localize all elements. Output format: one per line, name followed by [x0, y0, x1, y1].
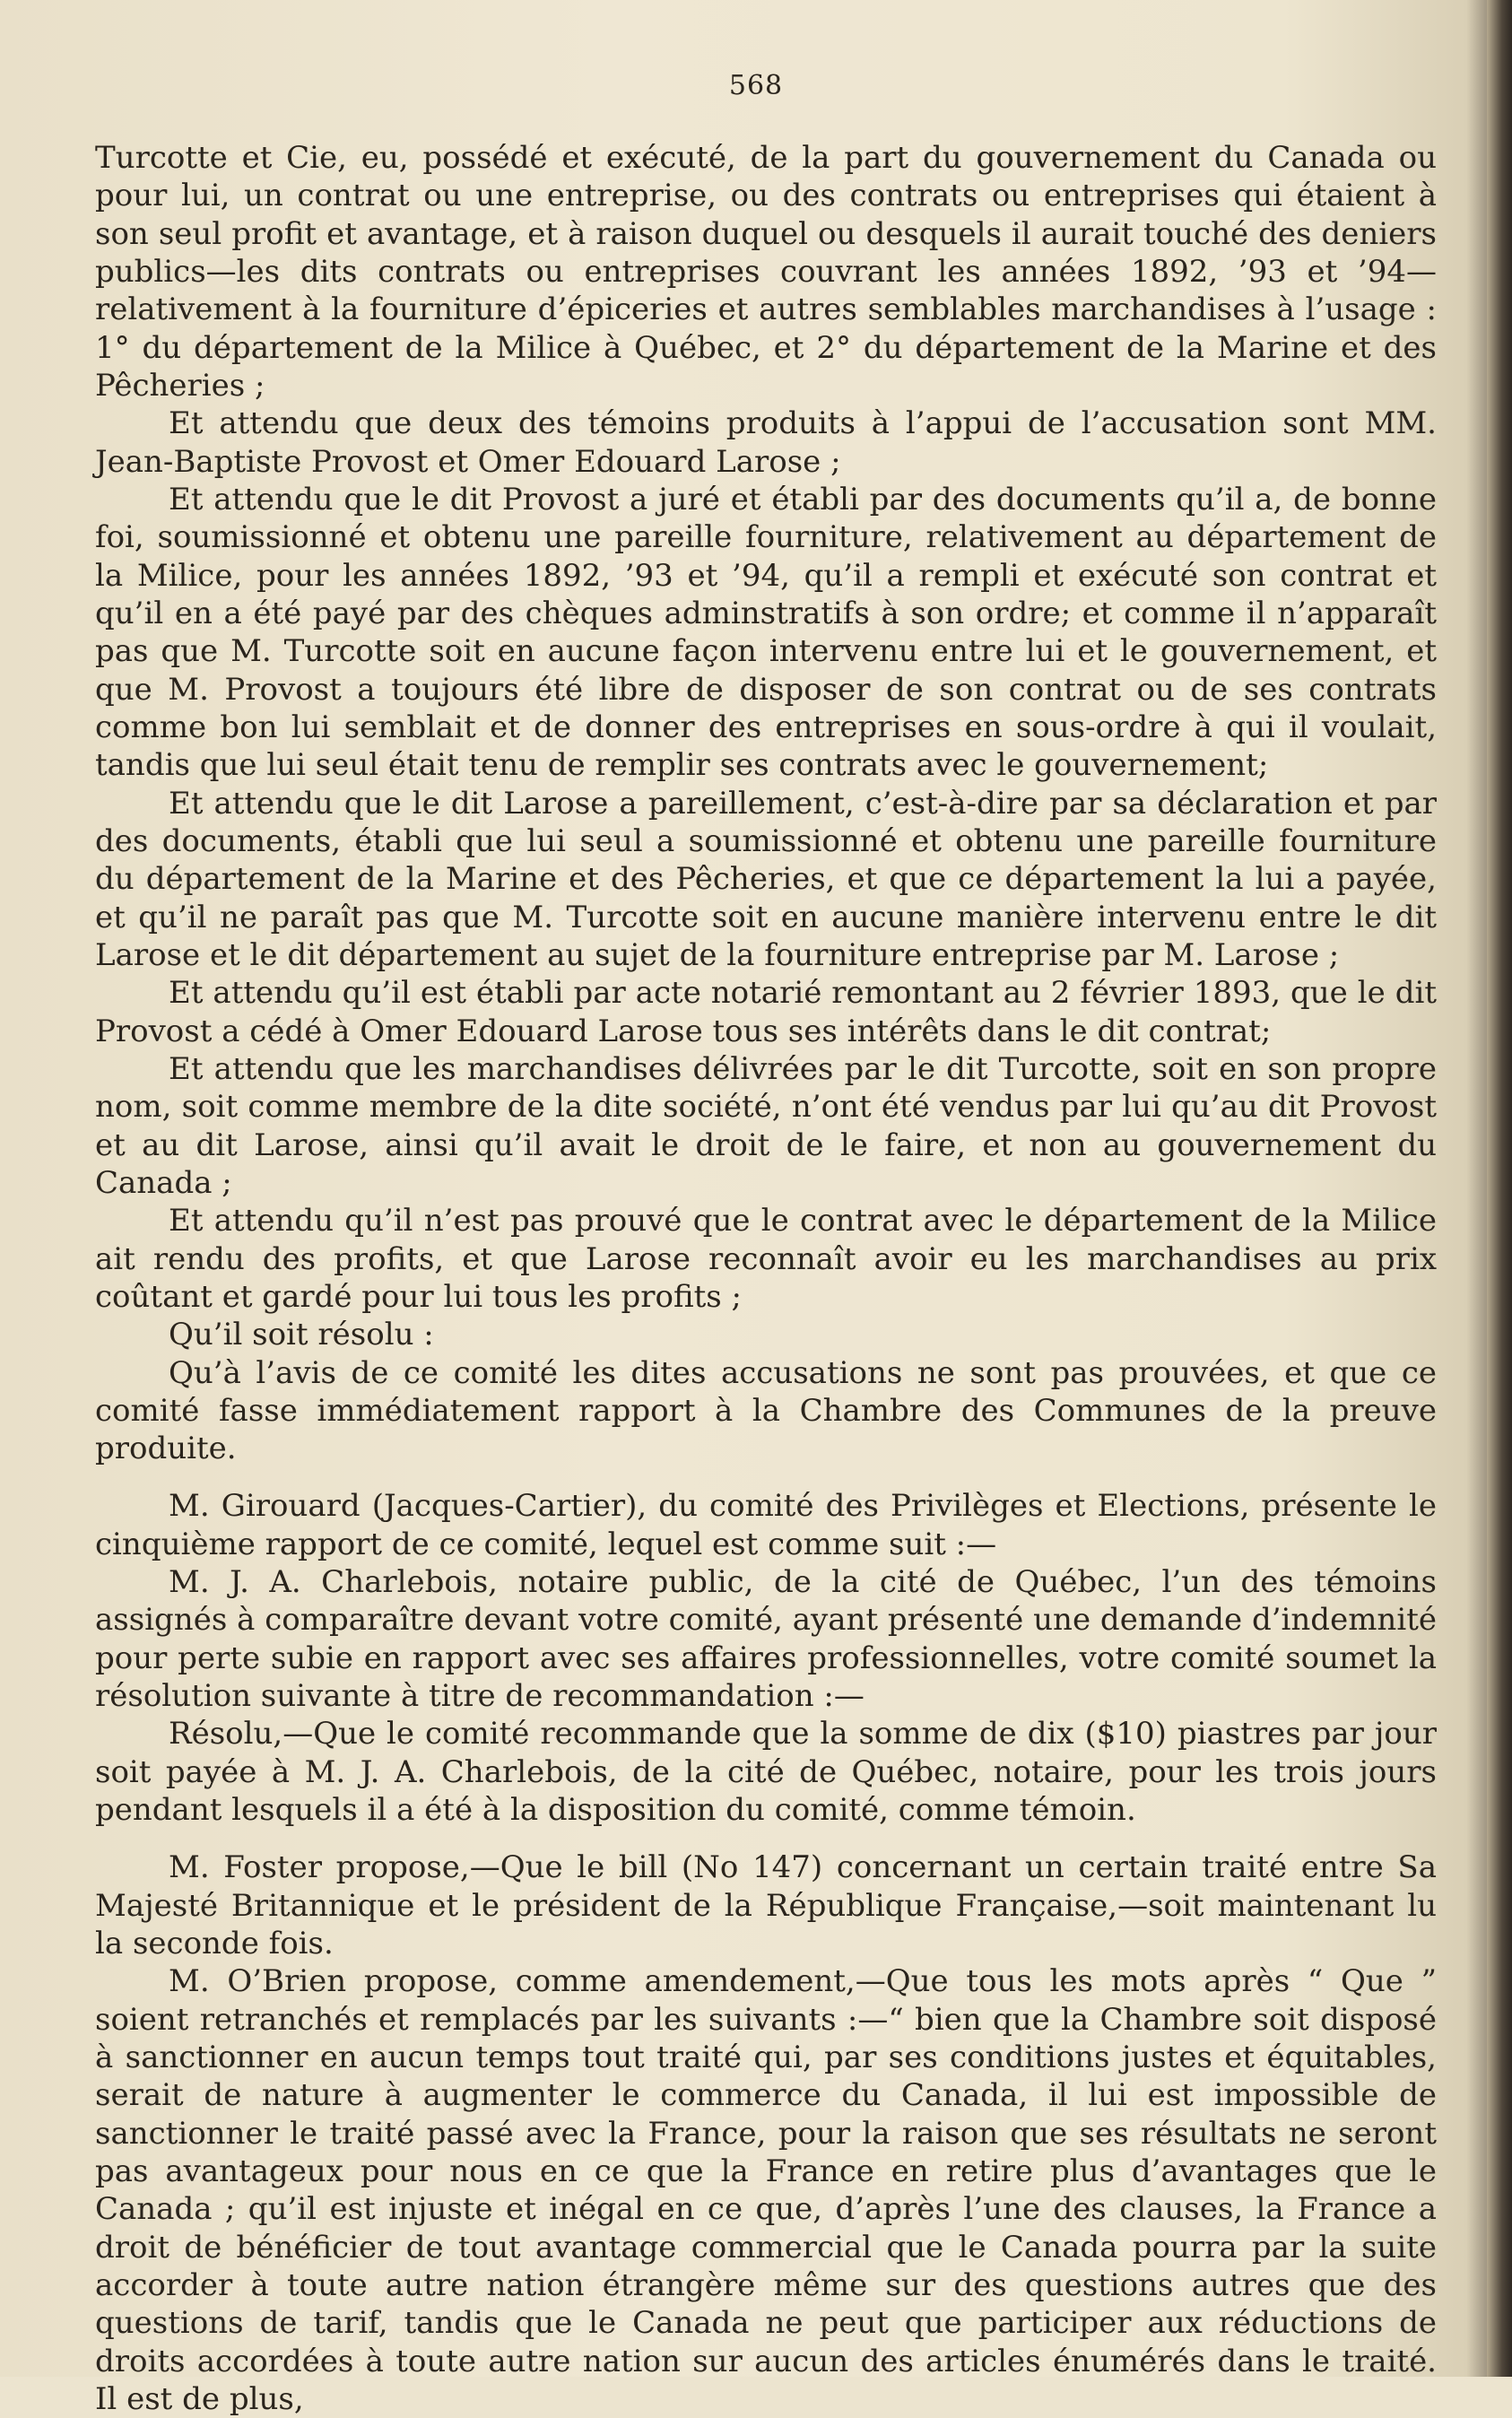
page-number: 568	[728, 70, 784, 101]
paragraph-resolved: Qu’il soit résolu :	[169, 1317, 434, 1353]
paragraph-conclusion: Qu’à l’avis de ce comité les dites accusations ne sont pas prouvées, et que ce comité fasse immédiatement rapport à la Chambre des Communes de la preuve produite.	[95, 1354, 1437, 1467]
paragraph-merchandise: Et attendu que les marchandises délivrées par le dit Turcotte, soit en son propre nom, soit comme membre de la dite société, n’ont été vendus par lui qu’au dit Provost et au dit Larose, ainsi qu’il avait le droit de le faire, et non au gouvernement du Canada ;	[95, 1050, 1437, 1201]
paragraph-girouard-report: M. Girouard (Jacques-Cartier), du comité des Privilèges et Elections, présente le cinquième rapport de ce comité, lequel est comme suit :—	[95, 1488, 1437, 1562]
paragraph-obrien-amendment: M. O’Brien propose, comme amendement,—Que tous les mots après “ Que ” soient retranchés et remplacés par les suivants :—“ bien que la Chambre soit disposé à sanctionner en aucun temps tout traité qui, par ses conditions justes et équitables, serait de nature à augmenter le commerce du Canada, il lui est impossible de sanctionner le traité passé avec la France, pour la raison que ses résultats ne seront pas avantageux pour nous en ce que la France en retire plus d’avantages que le Canada ; qu’il est injuste et inégal en ce que, d’après l’une des clauses, la France a droit de bénéficier de tout avantage commercial que le Canada pourra par la suite accorder à toute autre nation étrangère même sur des questions autres que des questions de tarif, tandis que le Canada ne peut que participer aux réductions de droits accordées à toute autre nation sur aucun des articles énumérés dans le traité. Il est de plus,	[95, 1963, 1437, 2418]
page-binding-edge	[1487, 0, 1512, 2377]
paragraph-turcotte-contract: Turcotte et Cie, eu, possédé et exécuté, de la part du gouvernement du Canada ou pour lui, un contrat ou une entreprise, ou des contrats ou entreprises qui étaient à son seul profit et avantage, et à raison duquel ou desquels il aurait touché des deniers publics—les dits contrats ou entreprises couvrant les années 1892, ’93 et ’94—relativement à la fourniture d’épiceries et autres semblables marchandises à l’usage : 1° du département de la Milice à Québec, et 2° du département de la Marine et des Pêcheries ;	[95, 140, 1437, 404]
paragraph-notarial-act: Et attendu qu’il est établi par acte notarié remontant au 2 février 1893, que le dit Provost a cédé à Omer Edouard Larose tous ses intérêts dans le dit contrat;	[95, 975, 1437, 1049]
paragraph-witnesses: Et attendu que deux des témoins produits à l’appui de l’accusation sont MM. Jean-Baptiste Provost et Omer Edouard Larose ;	[95, 405, 1437, 480]
paragraph-resolution: Résolu,—Que le comité recommande que la somme de dix ($10) piastres par jour soit payée à M. J. A. Charlebois, de la cité de Québec, notaire, pour les trois jours pendant lesquels il a été à la disposition du comité, comme témoin.	[95, 1716, 1437, 1829]
paragraph-larose: Et attendu que le dit Larose a pareillement, c’est-à-dire par sa déclaration et par des documents, établi que lui seul a soumissionné et obtenu une pareille fourniture du département de la Marine et des Pêcheries, et que ce département la lui a payée, et qu’il ne paraît pas que M. Turcotte soit en aucune manière intervenu entre le dit Larose et le dit département au sujet de la fourniture entreprise par M. Larose ;	[95, 785, 1437, 973]
paragraph-provost: Et attendu que le dit Provost a juré et établi par des documents qu’il a, de bonne foi, soumissionné et obtenu une pareille fourniture, relativement au département de la Milice, pour les années 1892, ’93 et ’94, qu’il a rempli et exécuté son contrat et qu’il en a été payé par des chèques adminstratifs à son ordre; et comme il n’apparaît pas que M. Turcotte soit en aucune façon intervenu entre lui et le gouvernement, et que M. Provost a toujours été libre de disposer de son contrat ou de ses contrats comme bon lui semblait et de donner des entreprises en sous-ordre à qui il voulait, tandis que lui seul était tenu de remplir ses contrats avec le gouvernement;	[95, 481, 1437, 784]
paragraph-charlebois: M. J. A. Charlebois, notaire public, de la cité de Québec, l’un des témoins assignés à comparaître devant votre comité, ayant présenté une demande d’indemnité pour perte subie en rapport avec ses affaires professionnelles, votre comité soumet la résolution suivante à titre de recommandation :—	[95, 1564, 1437, 1715]
body-text	[95, 139, 1437, 2418]
paragraph-foster-motion: M. Foster propose,—Que le bill (No 147) concernant un certain traité entre Sa Majesté Britannique et le président de la République Française,—soit maintenant lu la seconde fois.	[95, 1849, 1437, 1962]
paragraph-profits: Et attendu qu’il n’est pas prouvé que le contrat avec le département de la Milice ait rendu des profits, et que Larose reconnaît avoir eu les marchandises au prix coûtant et gardé pour lui tous les profits ;	[95, 1203, 1437, 1315]
